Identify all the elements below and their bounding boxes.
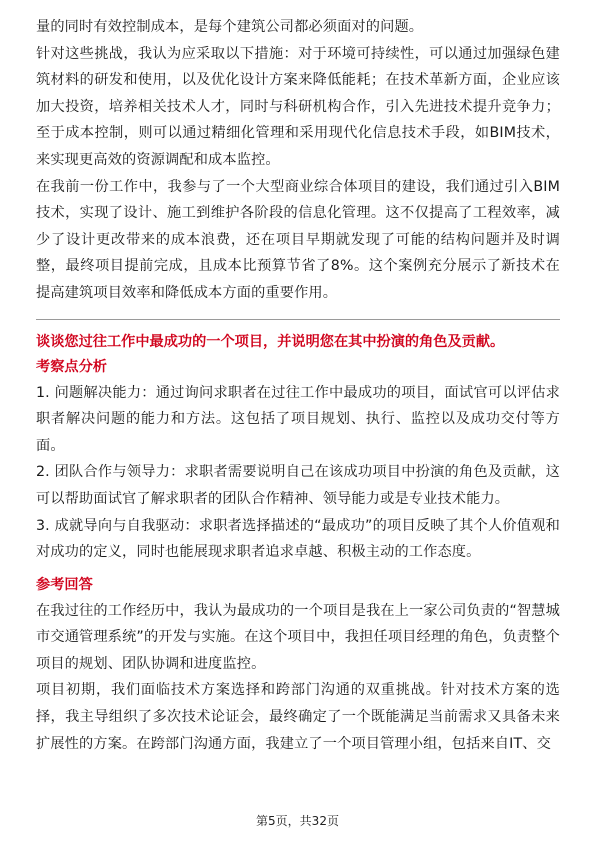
answer-title: 参考回答 [36, 576, 93, 593]
answer-paragraph-2: 项目初期，我们面临技术方案选择和跨部门沟通的双重挑战。针对技术方案的选择，我主导组织了多次技术论证会，最终确定了一个既能满足当前需求又具备未来扩展性的方案。在跨部门沟通方面，我建立了一个项目管理小组，包括来自IT、交 [36, 682, 560, 752]
analysis-item-3: 3. 成就导向与自我驱动：求职者选择描述的“最成功”的项目反映了其个人价值观和对成功的定义，同时也能展现求职者追求卓越、积极主动的工作态度。 [36, 517, 560, 561]
intro-paragraph-3: 在我前一份工作中，我参与了一个大型商业综合体项目的建设，我们通过引入BIM技术，实现了设计、施工到维护各阶段的信息化管理。这不仅提高了工程效率，减少了设计更改带来的成本浪费，还在项目早期就发现了可能的结构问题并及时调整，最终项目提前完成，且成本比预算节省了8%。这个案例充分展示了新技术在提高建筑项目效率和降低成本方面的重要作用。 [36, 178, 560, 301]
section-divider [36, 319, 560, 320]
question-heading: 谈谈您过往工作中最成功的一个项目，并说明您在其中扮演的角色及贡献。 [36, 333, 505, 350]
page-footer: 第5页，共32页 [256, 814, 339, 828]
intro-paragraph-2: 针对这些挑战，我认为应采取以下措施：对于环境可持续性，可以通过加强绿色建筑材料的研发和使用，以及优化设计方案来降低能耗；在技术革新方面，企业应该加大投资，培养相关技术人才，同时与科研机构合作，引入先进技术提升竞争力；至于成本控制，则可以通过精细化管理和采用现代化信息技术手段，如BIM技术，来实现更高效的资源调配和成本监控。 [36, 45, 560, 168]
analysis-item-1: 1. 问题解决能力：通过询问求职者在过往工作中最成功的项目，面试官可以评估求职者解决问题的能力和方法。这包括了项目规划、执行、监控以及成功交付等方面。 [36, 384, 560, 454]
analysis-item-2: 2. 团队合作与领导力：求职者需要说明自己在该成功项目中扮演的角色及贡献，这可以帮助面试官了解求职者的团队合作精神、领导能力或是专业技术能力。 [36, 464, 560, 507]
page-content [36, 14, 560, 757]
analysis-title: 考察点分析 [36, 358, 107, 375]
answer-paragraph-1: 在我过往的工作经历中，我认为最成功的一个项目是我在上一家公司负责的“智慧城市交通管理系统”的开发与实施。在这个项目中，我担任项目经理的角色，负责整个项目的规划、团队协调和进度监控。 [36, 602, 560, 672]
intro-paragraph-1: 量的同时有效控制成本，是每个建筑公司都必须面对的问题。 [36, 19, 424, 35]
